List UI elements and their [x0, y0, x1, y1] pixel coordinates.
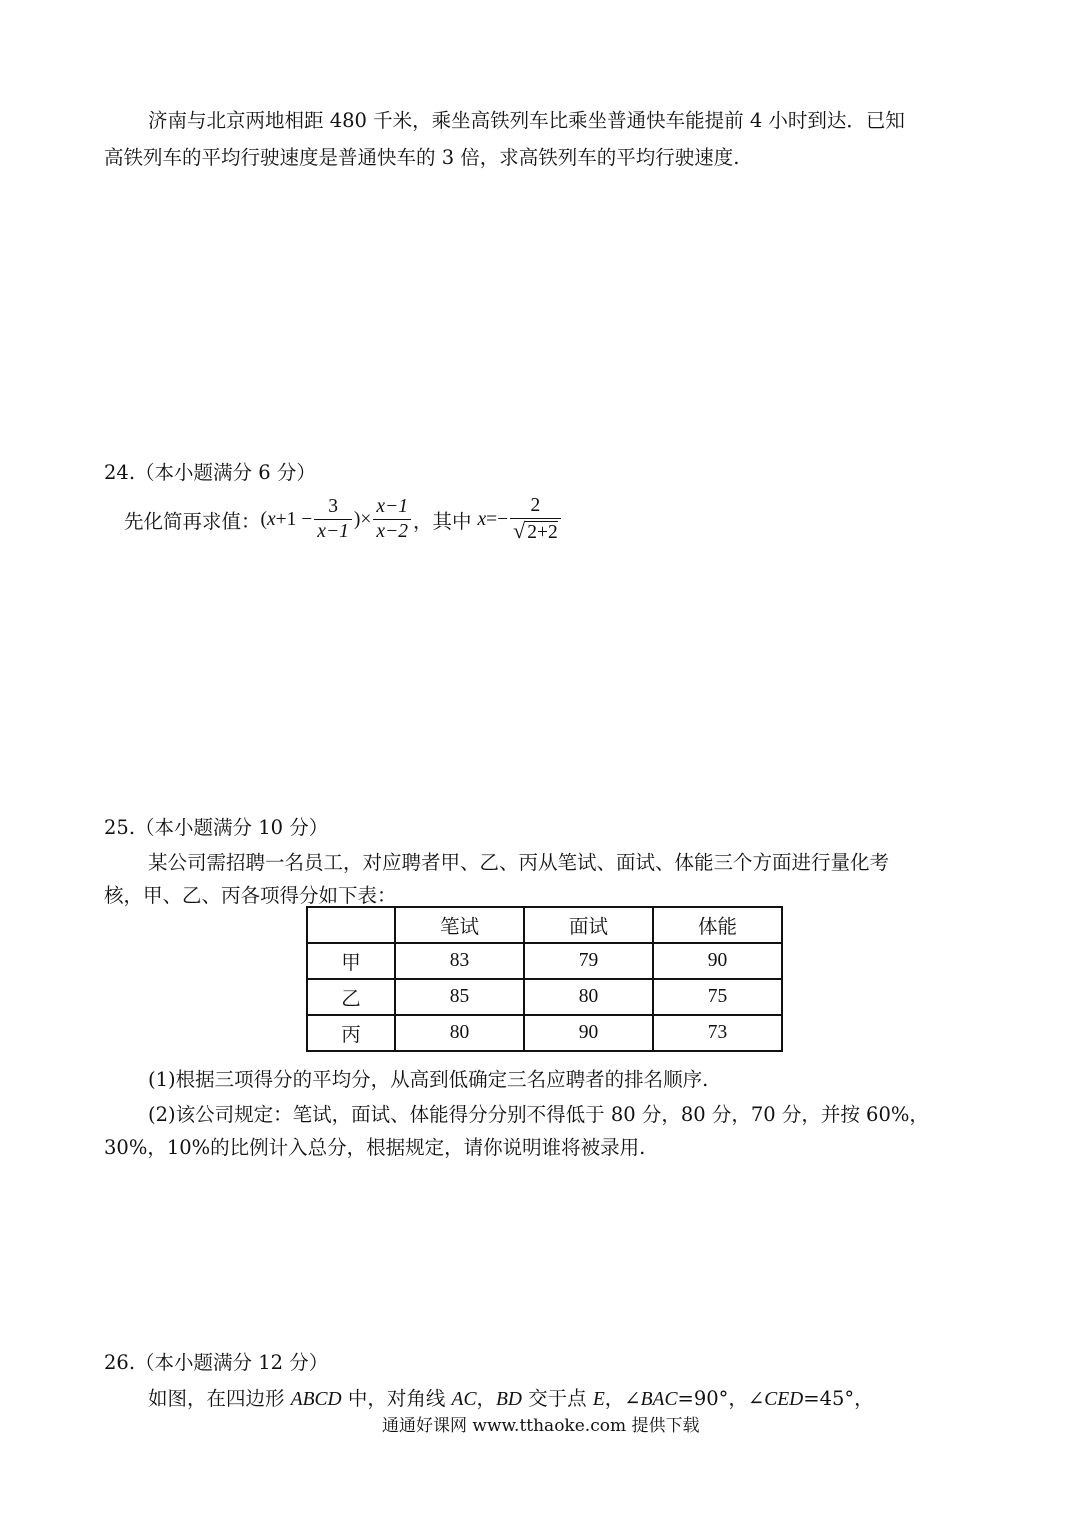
table-cell: 90 [524, 1015, 653, 1051]
problem26-text: =45°， [803, 1387, 874, 1410]
fraction-3-denominator [510, 518, 561, 545]
problem26-text: 中，对角线 [341, 1387, 452, 1410]
table-cell: 83 [395, 943, 524, 979]
fraction-2-numerator: x−1 [376, 496, 408, 517]
table-cell: 甲 [307, 943, 395, 979]
table-header-cell [307, 907, 395, 943]
fraction-1-numerator: 3 [328, 496, 338, 517]
point-label: E [592, 1389, 605, 1410]
table-cell: 80 [395, 1015, 524, 1051]
expr-open-paren: ( [260, 508, 268, 530]
problem24-header: 24.（本小题满分 6 分） [104, 461, 316, 484]
table-cell: 73 [653, 1015, 782, 1051]
problem25-header: 25.（本小题满分 10 分） [104, 816, 329, 839]
table-row [307, 943, 782, 979]
fraction-3-numerator: 2 [530, 495, 541, 516]
table-cell: 79 [524, 943, 653, 979]
table-header-row [307, 907, 782, 943]
problem24-prompt: 先化简再求值： [124, 509, 261, 533]
problem25-question2-line2: 30%，10%的比例计入总分，根据规定，请你说明谁将被录用. [104, 1136, 646, 1159]
problem26-text: ，∠ [604, 1387, 641, 1410]
expr-x: x [267, 508, 276, 530]
table-cell: 90 [653, 943, 782, 979]
fraction-2-denominator: x−2 [373, 519, 411, 544]
expr-x2: x [477, 508, 487, 530]
fraction-2 [373, 495, 411, 544]
expr-eq-neg: =− [486, 508, 509, 530]
table-cell: 80 [524, 979, 653, 1015]
expr-plus-one: +1 − [275, 508, 313, 530]
fraction-3-denominator-value: 2+2 [527, 522, 558, 543]
problem23-line1: 济南与北京两地相距 480 千米，乘坐高铁列车比乘坐普通快车能提前 4 小时到达．已知 [148, 109, 905, 132]
table-cell: 丙 [307, 1015, 395, 1051]
diagonal-label: BD [495, 1389, 522, 1410]
table-row [307, 979, 782, 1015]
problem23-line2: 高铁列车的平均行驶速度是普通快车的 3 倍，求高铁列车的平均行驶速度. [104, 146, 740, 169]
problem24-expression [124, 494, 563, 545]
table-cell: 85 [395, 979, 524, 1015]
table-header-cell: 面试 [524, 907, 653, 943]
problem25-line2: 核，甲、乙、丙各项得分如下表： [104, 884, 397, 907]
problem25-question1: (1)根据三项得分的平均分，从高到低确定三名应聘者的排名顺序. [148, 1068, 709, 1091]
sqrt-icon: √ [513, 518, 526, 543]
expr-where: ，其中 [412, 509, 472, 533]
score-table [306, 906, 783, 1052]
table-header-cell: 笔试 [395, 907, 524, 943]
quadrilateral-label: ABCD [290, 1389, 342, 1410]
problem25-question2-line1: (2)该公司规定：笔试，面试、体能得分分别不得低于 80 分，80 分，70 分，并按 60%， [148, 1103, 929, 1126]
problem26-text: =90°，∠ [677, 1387, 765, 1410]
table-row [307, 1015, 782, 1051]
problem26-text: ， [476, 1387, 496, 1410]
diagonal-label: AC [451, 1389, 477, 1410]
table-cell: 乙 [307, 979, 395, 1015]
problem26-text: 如图，在四边形 [148, 1387, 291, 1410]
angle-label: BAC [640, 1389, 678, 1410]
problem26-line1 [148, 1383, 874, 1411]
fraction-3 [510, 494, 561, 545]
expr-close-times: )× [353, 508, 372, 530]
fraction-1 [314, 495, 352, 544]
table-cell: 75 [653, 979, 782, 1015]
fraction-1-denominator: x−1 [314, 519, 352, 544]
page-footer: 通通好课网 www.tthaoke.com 提供下载 [382, 1416, 700, 1436]
angle-label: CED [764, 1389, 804, 1410]
problem26-header: 26.（本小题满分 12 分） [104, 1351, 329, 1374]
problem25-line1: 某公司需招聘一名员工，对应聘者甲、乙、丙从笔试、面试、体能三个方面进行量化考 [148, 851, 890, 874]
problem26-text: 交于点 [521, 1387, 593, 1410]
table-header-cell: 体能 [653, 907, 782, 943]
